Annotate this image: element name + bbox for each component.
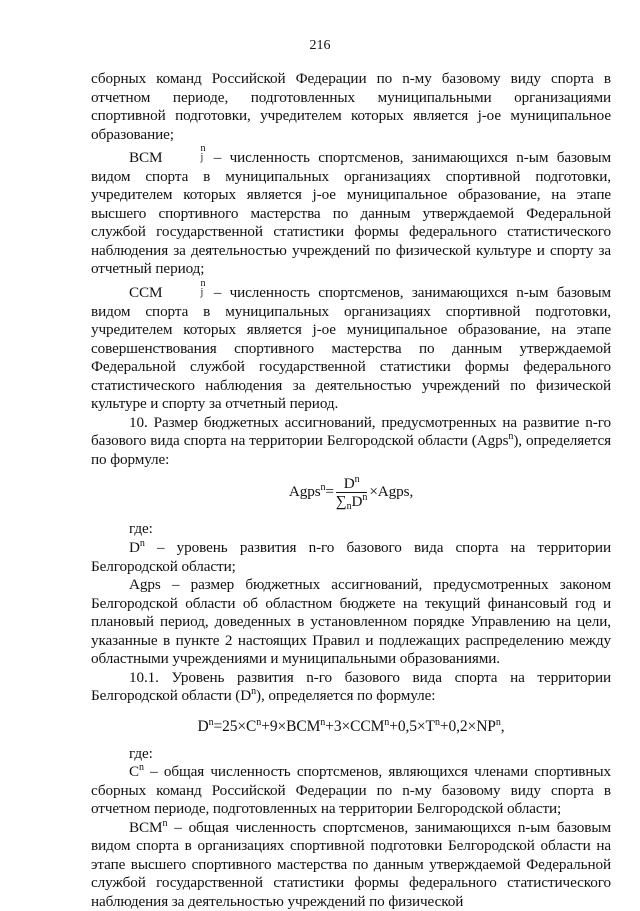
term-ssm-sub: j (200, 287, 204, 299)
document-body (91, 70, 611, 911)
term-ssm: ССМ (129, 284, 163, 302)
paragraph-ssm-j (91, 279, 611, 414)
paragraph-dn: $D^n$ – уровень развития n-го базового вида спорта на территории Белгородской области; (91, 538, 611, 575)
term-vsm-sup: n (200, 143, 206, 155)
paragraph-vsm-j (91, 144, 611, 279)
paragraph-continuation: сборных команд Российской Федерации по n-му базовому виду спорта в отчетном периоде, подготовленных муниципальными организациями спортивной подготовки, учредителем которых является j-ое муниципальное образование; (91, 70, 611, 143)
paragraph-vsm-n: ВСМ$^n$ – общая численность спортсменов, занимающихся n-ым базовым видом спорта в организациях спортивной подготовки Белгородской области на этапе высшего спортивного мастерства по данным утверждаемой Федеральной службой государственной статистики формы федерального статистического наблюдения за деятельностью учреждений по физической (91, 817, 611, 910)
paragraph-agps: Agps – размер бюджетных ассигнований, предусмотренных законом Белгородской области об областном бюджете на текущий финансовый год и плановый период, доведенных в установленном порядке Управлению на цели, указанные в пункте 2 настоящих Правил и подлежащих распределению между областными учреждениями и муниципальными образованиями. (91, 576, 611, 668)
paragraph-cn: $С^n$ – общая численность спортсменов, являющихся членами спортивных сборных команд Российской Федерации по n-му базовому виду спорта в отчетном периоде, подготовленных на территории Белгородской области; (91, 762, 611, 818)
where-label-1: где: (129, 520, 153, 538)
term-ssm-sup: n (200, 278, 206, 290)
formula-fraction: $\frac{D^n}{\sum_nD^n}$ (335, 474, 368, 513)
page-number: 216 (309, 38, 331, 53)
paragraph-item-10-1: 10.1. Уровень развития n-го базового вида спорта на территории Белгородской области $(D^n)$, определяется по формуле: (91, 668, 611, 705)
formula-agps: Agps$^n$= $\frac{D^n}{\sum_nD^n}$ ×Agps, (288, 474, 414, 513)
paragraph-item-10: 10. Размер бюджетных ассигнований, предусмотренных на развитие n-го базового вида спорта на территории Белгородской области (Agps$^n$), определяется по формуле: (91, 413, 611, 468)
formula-dn: $D^n=25\times С^n+9\times ВСМ^n+3\times ССМ^n+0,5\times Т^n+0,2\times NP^n$, (197, 716, 505, 735)
where-label-2: где: (129, 744, 153, 762)
definition-vsm-j: – численность спортсменов, занимающихся n-ым базовым видом спорта в муниципальных организациях спортивной подготовки, учредителем которых является j-ое муниципальное образование, на этапе высшего спортивного мастерства по данным утверждаемой Федеральной службой государственной статистики формы федерального статистического наблюдения за деятельностью учреждений по физической культуре и спорту за отчетный период; (91, 149, 611, 278)
definition-ssm-j: – численность спортсменов, занимающихся n-ым базовым видом спорта в муниципальных организациях спортивной подготовки, учредителем которых является j-ое муниципальное образование, на этапе совершенствования спортивного мастерства по данным утверждаемой Федеральной службой государственной статистики формы федерального статистического наблюдения за деятельностью учреждений по физической культуре и спорту за отчетный период. (91, 284, 611, 413)
term-vsm-sub: j (200, 152, 204, 164)
term-vsm: ВСМ (129, 149, 163, 167)
